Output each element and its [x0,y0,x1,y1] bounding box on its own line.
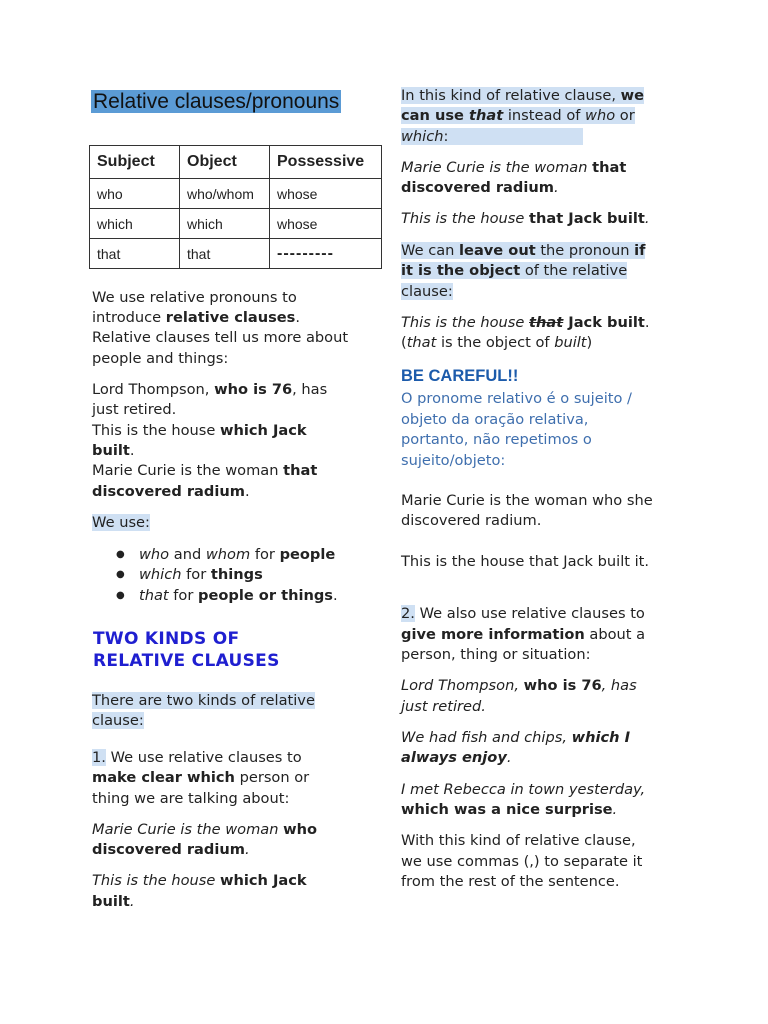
text-line: can use that instead of who or [401,107,635,124]
example-line: discovered radium. [92,841,250,858]
section-heading: RELATIVE CLAUSES [93,651,280,671]
example-line: This is the house which Jack [92,872,307,889]
table-row [90,179,382,209]
intro-line: people and things: [92,350,229,367]
example-line: discovered radium. [401,179,559,196]
example-line: Lord Thompson, who is 76, has [92,381,328,398]
wrong-example: discovered radium. [401,512,542,529]
table-cell: that [90,239,180,269]
text-line: 2. We also use relative clauses to [401,605,645,622]
example-line: just retired. [401,698,486,715]
example-line: Lord Thompson, who is 76, has [401,677,637,694]
portuguese-note: O pronome relativo é o sujeito / [401,390,632,407]
table-cell: which [180,209,270,239]
table-cell: which [90,209,180,239]
example-line: Marie Curie is the woman who [92,821,318,838]
text-line: clause: [92,712,144,729]
wrong-example: Marie Curie is the woman who she [401,492,653,509]
example-line: which was a nice surprise. [401,801,618,818]
example-line: always enjoy. [401,749,512,766]
text-line: it is the object of the relative [401,262,628,279]
text-line: give more information about a [401,626,646,643]
text-line: 1. We use relative clauses to [92,749,302,766]
text-line: There are two kinds of relative [92,692,315,709]
portuguese-note: sujeito/objeto: [401,452,506,469]
intro-line: We use relative pronouns to [92,289,297,306]
table-header: Possessive [270,146,382,179]
bullet-icon: ● [116,549,125,560]
example-line: I met Rebecca in town yesterday, [401,781,646,798]
table-cell: who/whom [180,179,270,209]
example-line: (that is the object of built) [401,334,593,351]
example-line: Marie Curie is the woman that [401,159,627,176]
text-line: thing we are talking about: [92,790,290,807]
example-line: This is the house which Jack [92,422,307,439]
table-header: Subject [90,146,180,179]
page-title: Relative clauses/pronouns [93,90,340,113]
intro-line: introduce relative clauses. [92,309,301,326]
bullet-icon: ● [116,590,125,601]
example-line: We had fish and chips, which I [401,729,631,746]
text-line: person, thing or situation: [401,646,591,663]
table-cell: whose [270,179,382,209]
we-use-label: We use: [92,514,150,531]
example-line: discovered radium. [92,483,250,500]
text-line: clause: [401,283,453,300]
pronoun-table [89,145,382,269]
portuguese-note: objeto da oração relativa, [401,411,589,428]
table-header-row [90,146,382,179]
intro-line: Relative clauses tell us more about [92,329,349,346]
text-line: from the rest of the sentence. [401,873,620,890]
example-line: This is the house that Jack built. [401,210,650,227]
text-line: In this kind of relative clause, we [401,87,645,104]
list-item: which for things [139,566,263,583]
table-cell: who [90,179,180,209]
wrong-example: This is the house that Jack built it. [401,553,650,570]
text-line: make clear which person or [92,769,310,786]
list-item: who and whom for people [139,546,336,563]
example-line: built. [92,893,135,910]
table-row [90,239,382,269]
portuguese-note: portanto, não repetimos o [401,431,592,448]
example-line: Marie Curie is the woman that [92,462,318,479]
text-line: which: [401,127,583,148]
text-line: we use commas (,) to separate it [401,853,643,870]
table-row [90,209,382,239]
example-line: built. [92,442,135,459]
table-cell: that [180,239,270,269]
table-header: Object [180,146,270,179]
text-line: With this kind of relative clause, [401,832,636,849]
table-cell: whose [270,209,382,239]
example-line: This is the house that Jack built. [401,314,650,331]
bullet-icon: ● [116,569,125,580]
table-cell: --------- [270,239,382,269]
example-line: just retired. [92,401,177,418]
text-line: We can leave out the pronoun if [401,242,646,259]
section-heading: TWO KINDS OF [93,629,240,649]
warning-heading: BE CAREFUL!! [401,367,519,385]
list-item: that for people or things. [139,587,338,604]
